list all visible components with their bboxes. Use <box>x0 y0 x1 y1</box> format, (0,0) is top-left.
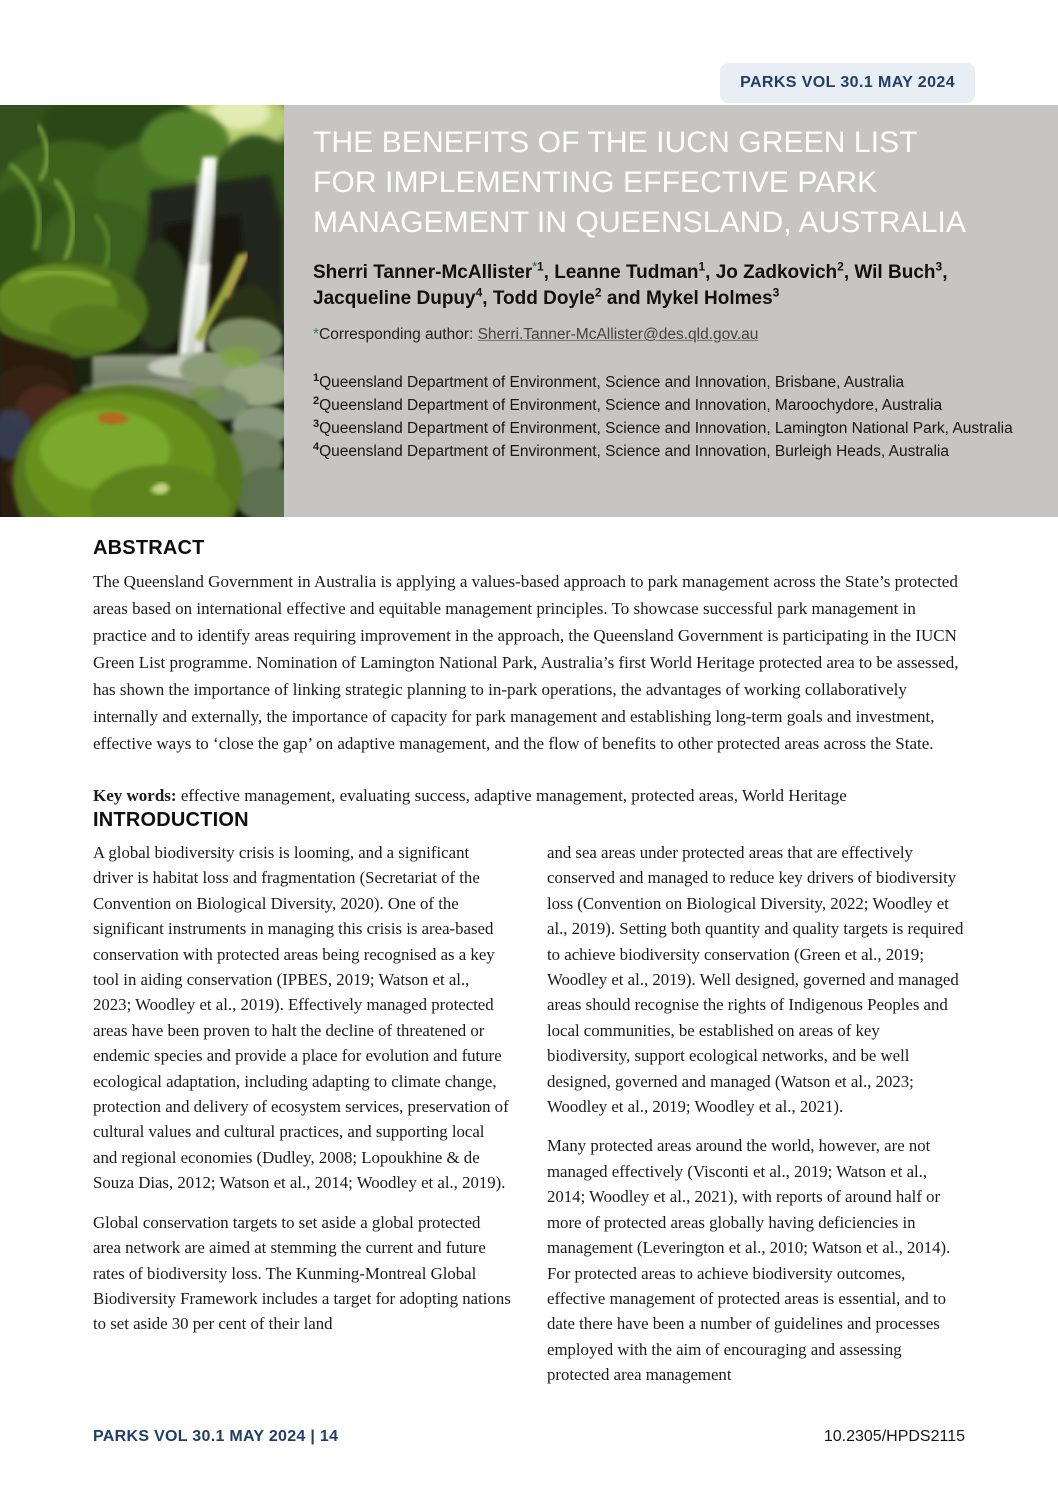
affiliations-list <box>313 371 1013 463</box>
author-name: Jacqueline Dupuy <box>313 288 476 309</box>
intro-paragraph: Many protected areas around the world, however, are not managed effectively (Visconti et al., 2019; Watson et al., 2014; Woodley et al., 2021), with reports of around half or more of protected areas globally having deficiencies in management (Leverington et al., 2010; Watson et al., 2014). For protected areas to achieve biodiversity outcomes, effective management of protected areas is essential, and to date there have been a number of guidelines and processes employed with the aim of encouraging and assessing protected area management <box>547 1136 951 1385</box>
introduction-heading: INTRODUCTION <box>93 809 249 831</box>
left-column <box>93 840 511 1402</box>
two-column-layout <box>93 840 965 1402</box>
author-affiliation-sup: 2 <box>837 259 844 274</box>
right-column <box>547 840 965 1402</box>
keywords-text: effective management, evaluating success, adaptive management, protected areas, World Heritage <box>176 786 847 805</box>
rainforest-waterfall-photo <box>0 105 284 517</box>
keywords-line <box>93 783 965 809</box>
intro-paragraph: A global biodiversity crisis is looming, and a significant driver is habitat loss and fragmentation (Secretariat of the Convention on Biological Diversity, 2020). One of the significant instruments in managing this crisis is area-based conservation with protected areas being recognised as a key tool in aiding conservation (IPBES, 2019; Watson et al., 2023; Woodley et al., 2019). Effectively managed protected areas have been proven to halt the decline of threatened or endemic species and provide a place for evolution and future ecological adaptation, including adapting to climate change, protection and delivery of ecosystem services, preservation of cultural values and cultural practices, and supporting local and regional economies (Dudley, 2008; Lopoukhine & de Souza Dias, 2012; Watson et al., 2014; Woodley et al., 2019). <box>93 843 509 1193</box>
hero-banner <box>0 105 1058 517</box>
author-affiliation-sup: 1 <box>698 259 706 274</box>
affiliation-sup: 4 <box>313 440 320 453</box>
author-name: Mykel Holmes <box>645 288 773 309</box>
corresponding-email-link[interactable]: Sherri.Tanner-McAllister@des.qld.gov.au <box>477 326 759 343</box>
affiliation-sup: 3 <box>313 417 320 430</box>
author-name: Wil Buch <box>854 262 936 283</box>
affiliation-item: $^4$Queensland Department of Environment, Science and Innovation, Burleigh Heads, Australia <box>313 440 949 460</box>
keywords-label: Key words: <box>93 786 177 805</box>
intro-paragraph: and sea areas under protected areas that are effectively conserved and managed to reduce key drivers of biodiversity loss (Convention on Biological Diversity, 2022; Woodley et al., 2019). Setting both quantity and quality targets is required to achieve biodiversity conservation (Green et al., 2019; Woodley et al., 2019). Well designed, governed and managed areas should recognise the rights of Indigenous Peoples and local communities, be established on areas of key biodiversity, support ecological networks, and be well designed, governed and managed (Watson et al., 2023; Woodley et al., 2019; Woodley et al., 2021). <box>547 843 964 1117</box>
article-body <box>93 537 965 1402</box>
affiliation-sup: 2 <box>313 394 320 407</box>
footer-volume-page: PARKS VOL 30.1 MAY 2024 | 14 <box>93 1428 339 1445</box>
hero-text-block <box>313 105 1013 463</box>
corresponding-asterisk: * <box>313 326 320 343</box>
abstract-text: The Queensland Government in Australia is applying a values-based approach to park management across the State’s protected areas based on international effective and equitable management principles. To showcase successful park management in practice and to identify areas requiring improvement in the approach, the Queensland Government is participating in the IUCN Green List programme. Nomination of Lamington National Park, Australia’s first World Heritage protected area to be assessed, has shown the importance of linking strategic planning to in-park operations, the advantages of working collaboratively internally and externally, the importance of capacity for park management and establishing long-term goals and investment, effective ways to ‘close the gap’ on adaptive management, and the flow of benefits to other protected areas across the State. <box>93 572 959 753</box>
authors-line: Sherri Tanner-McAllister$^{*1}$, Leanne Tudman$^1$, Jo Zadkovich$^2$, Wil Buch$^3$, Jacqueline Dupuy$^4$, Todd Doyle$^2$ and Mykel Holmes$^3$ <box>313 259 948 309</box>
intro-paragraph: Global conservation targets to set aside a global protected area network are aimed at stemming the current and future rates of biodiversity loss. The Kunming-Montreal Global Biodiversity Framework includes a target for adopting nations to set aside 30 per cent of their land <box>93 1212 511 1334</box>
affiliation-item: $^3$Queensland Department of Environment, Science and Innovation, Lamington National Park, Australia <box>313 417 1013 437</box>
abstract-heading: ABSTRACT <box>93 537 205 559</box>
page-footer <box>93 1428 965 1452</box>
issue-badge: PARKS VOL 30.1 MAY 2024 <box>720 63 975 103</box>
affiliation-item: $^1$Queensland Department of Environment, Science and Innovation, Brisbane, Australia <box>313 371 905 391</box>
author-affiliation-sup: 3 <box>935 259 943 274</box>
author-name: Sherri Tanner-McAllister <box>313 262 533 283</box>
page-title: THE BENEFITS OF THE IUCN GREEN LIST FOR IMPLEMENTING EFFECTIVE PARK MANAGEMENT IN QUEENSLAND, AUSTRALIA <box>313 126 967 239</box>
author-name: Jo Zadkovich <box>715 262 838 283</box>
author-name: Todd Doyle <box>492 288 595 309</box>
author-affiliation-sup: 4 <box>475 285 483 300</box>
affiliation-item: $^2$Queensland Department of Environment, Science and Innovation, Maroochydore, Australia <box>313 394 943 414</box>
footer-doi: 10.2305/HPDS2115 <box>823 1428 965 1445</box>
corresponding-label: Corresponding author: <box>319 326 478 343</box>
author-affiliation-sup: 3 <box>772 285 780 300</box>
author-name: Leanne Tudman <box>554 262 699 283</box>
affiliation-sup: 1 <box>313 371 320 384</box>
author-affiliation-sup: *1 <box>532 259 544 274</box>
corresponding-author-line <box>313 326 1013 344</box>
author-affiliation-sup: 2 <box>594 285 602 300</box>
